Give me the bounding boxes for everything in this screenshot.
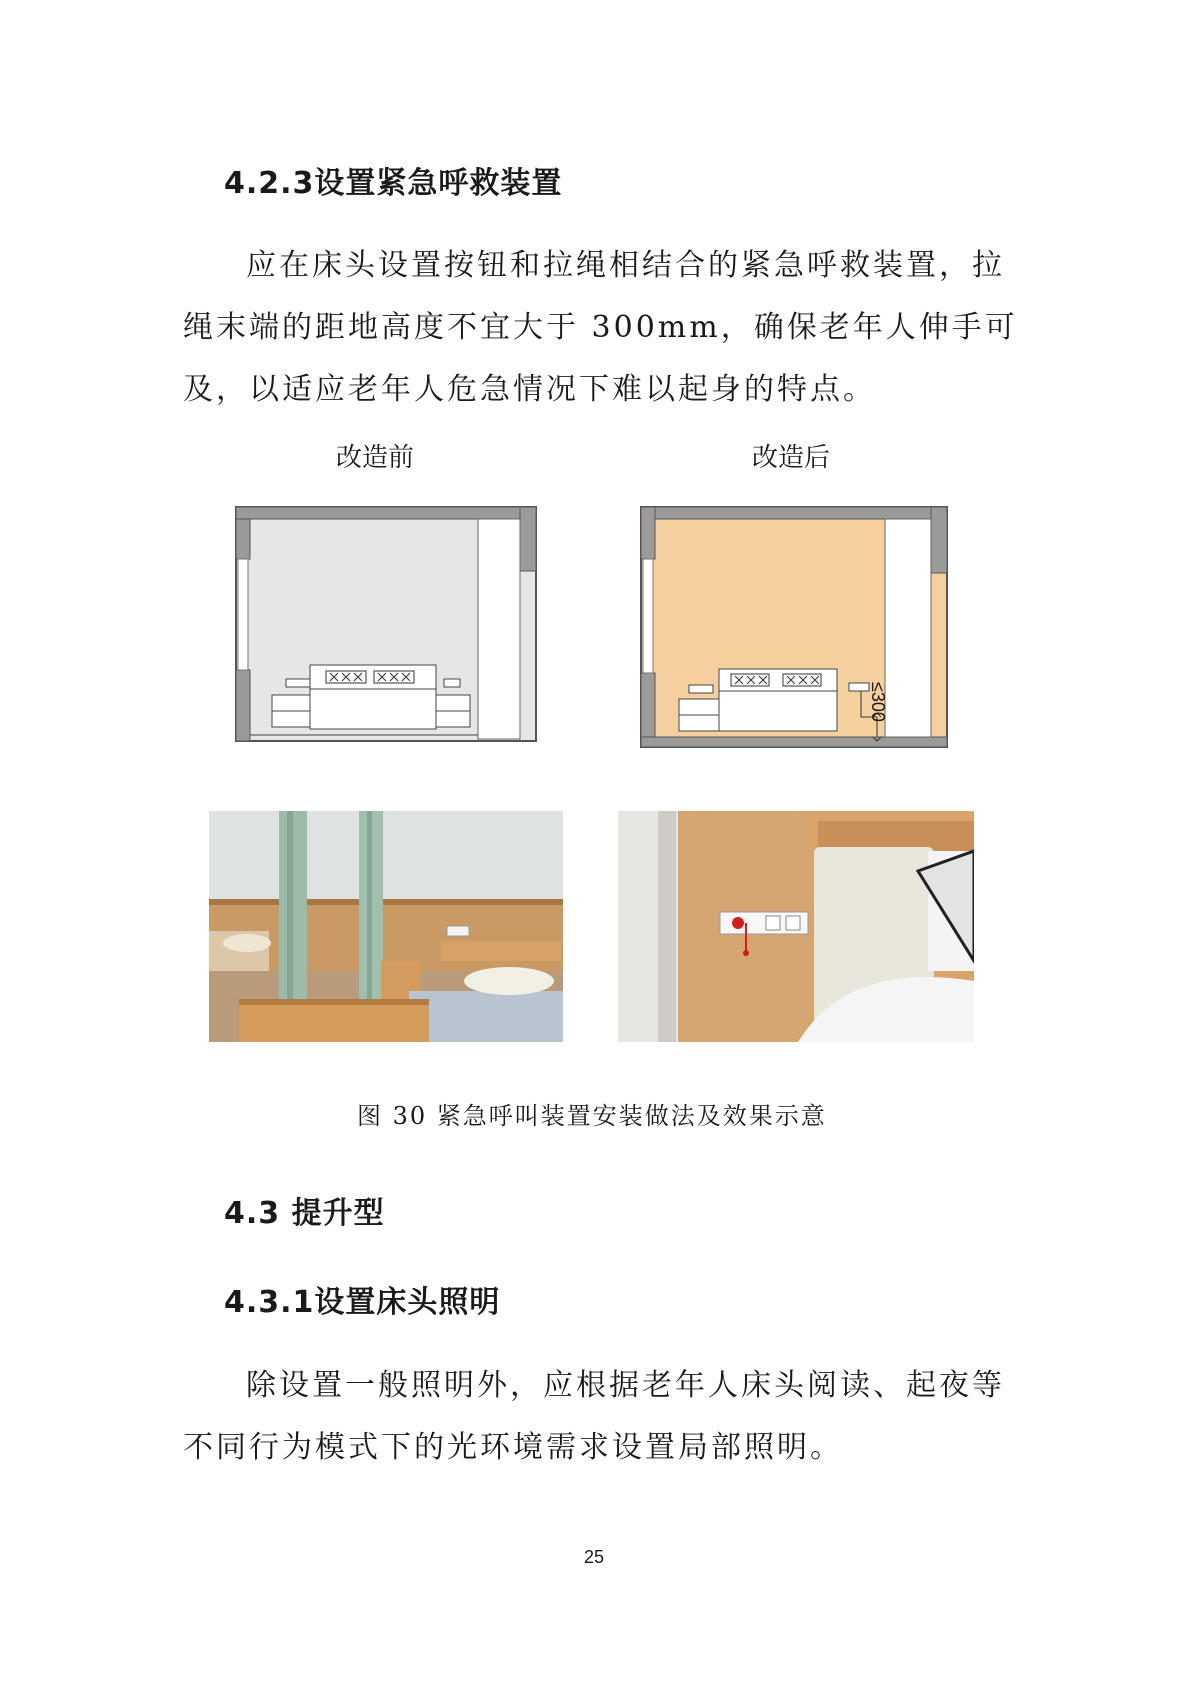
paragraph-emergency-call: 应在床头设置按钮和拉绳相结合的紧急呼救装置，拉绳末端的距地高度不宜大于 300mm，确保老年人伸手可及，以适应老年人危急情况下难以起身的特点。 [183,248,1018,407]
dimension-label: ≤300 [868,682,888,722]
section-heading-4-3-1: 4.3.1设置床头照明 [224,1285,501,1320]
photo-room-after [618,811,974,1042]
diagram-before [234,505,540,745]
figure-caption: 图 30 紧急呼叫装置安装做法及效果示意 [357,1102,827,1130]
section-heading-4-2-3: 4.2.3设置紧急呼救装置 [224,166,563,201]
page-number: 25 [584,1547,605,1567]
paragraph-bedside-lighting: 除设置一般照明外，应根据老年人床头阅读、起夜等不同行为模式下的光环境需求设置局部照明。 [183,1368,1005,1465]
label-after: 改造后 [752,443,831,473]
section-heading-4-3: 4.3 提升型 [224,1196,385,1231]
diagram-after [639,505,951,751]
photo-room-before [209,811,563,1042]
label-before: 改造前 [336,443,415,473]
